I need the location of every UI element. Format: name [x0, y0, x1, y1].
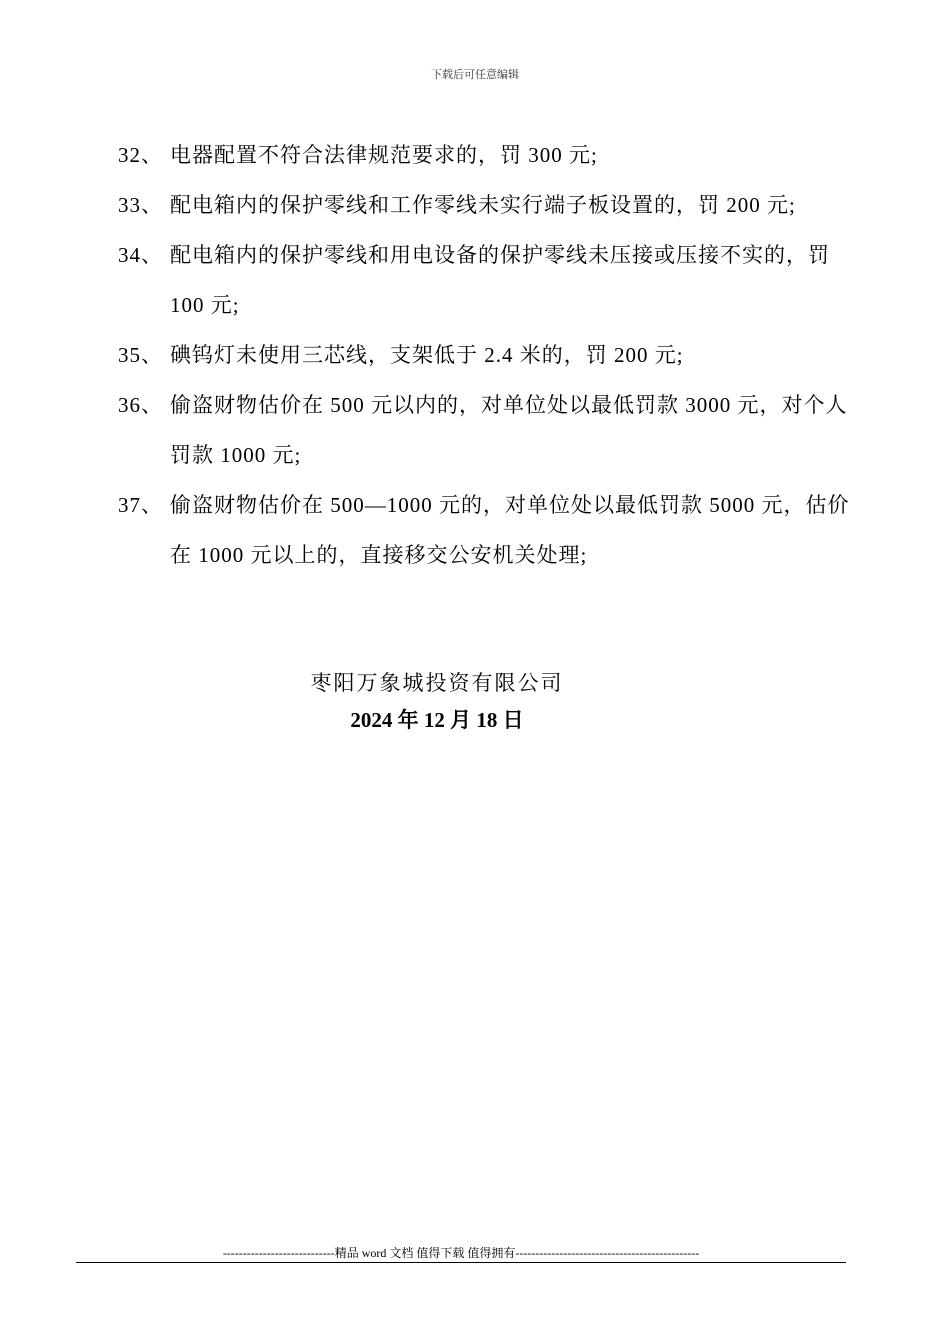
item-number: 37、 — [118, 493, 163, 517]
header-note: 下载后可任意编辑 — [431, 69, 519, 81]
item-text: 配电箱内的保护零线和用电设备的保护零线未压接或压接不实的，罚 100 元; — [170, 243, 830, 317]
footer-divider — [76, 1262, 846, 1263]
list-item — [118, 230, 863, 330]
signature-date: 2024 年 12 月 18 日 — [350, 708, 524, 732]
item-number: 35、 — [118, 343, 163, 367]
item-text: 电器配置不符合法律规范要求的，罚 300 元; — [170, 143, 598, 167]
item-number: 36、 — [118, 393, 163, 417]
list-item — [118, 330, 863, 380]
item-text: 配电箱内的保护零线和工作零线未实行端子板设置的，罚 200 元; — [170, 193, 796, 217]
signature-block — [0, 664, 874, 738]
item-text: 偷盗财物估价在 500—1000 元的，对单位处以最低罚款 5000 元，估价在 1000 元以上的，直接移交公安机关处理; — [170, 493, 850, 567]
list-item — [118, 480, 863, 580]
item-number: 33、 — [118, 193, 163, 217]
item-text: 碘钨灯未使用三芯线，支架低于 2.4 米的，罚 200 元; — [170, 343, 684, 367]
list-item — [118, 180, 863, 230]
list-item — [118, 130, 863, 180]
footer-note: ----------------------------精品 word 文档 值得下载 值得拥有---------------------------------------------- — [222, 1246, 700, 1260]
item-number: 32、 — [118, 143, 163, 167]
company-name: 枣阳万象城投资有限公司 — [310, 671, 564, 695]
item-number: 34、 — [118, 243, 163, 267]
item-text: 偷盗财物估价在 500 元以内的，对单位处以最低罚款 3000 元，对个人罚款 1000 元; — [170, 393, 848, 467]
list-item — [118, 380, 863, 480]
penalty-list — [118, 130, 863, 580]
